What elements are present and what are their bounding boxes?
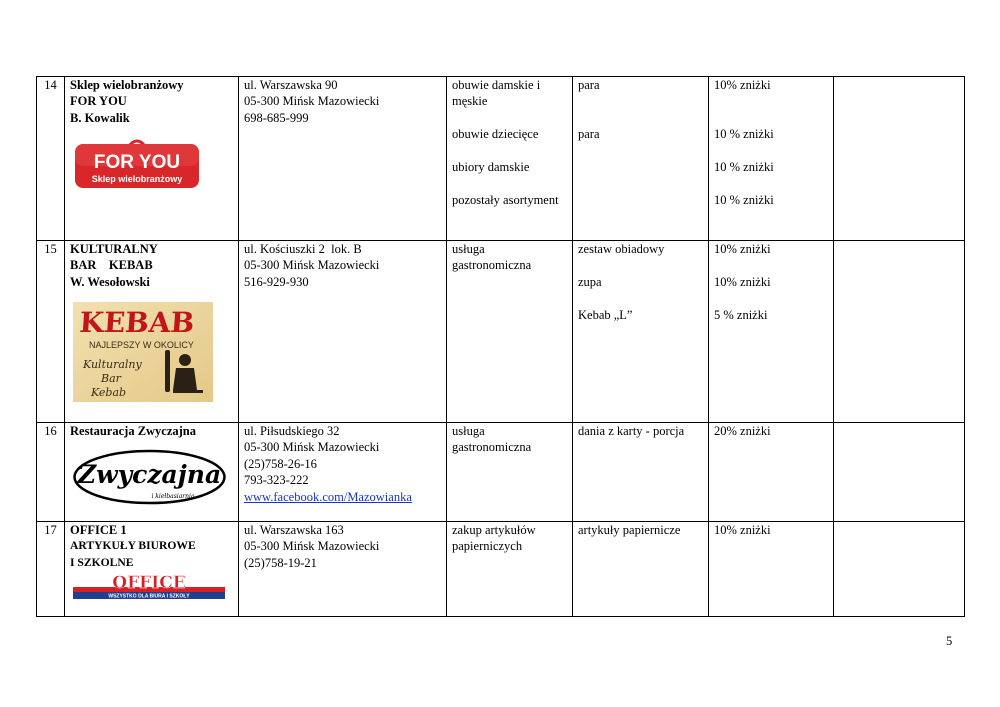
address-line: 05-300 Mińsk Mazowiecki: [244, 539, 380, 554]
unit-item: zestaw obiadowy: [578, 242, 665, 256]
notes-cell: [834, 77, 965, 241]
table-row: [37, 423, 965, 522]
row-number: 14: [37, 77, 65, 241]
business-name-line: Restauracja Zwyczajna: [70, 424, 197, 438]
business-name-line: B. Kowalik: [70, 110, 130, 125]
address-cell: [239, 241, 447, 423]
category-cell: [447, 241, 573, 423]
business-name-line: FOR YOU: [70, 94, 127, 109]
business-name-cell: [65, 77, 239, 241]
table-row: [37, 522, 965, 617]
address-cell: [239, 77, 447, 241]
notes-cell: [834, 241, 965, 423]
address-line: 05-300 Mińsk Mazowiecki: [244, 258, 380, 273]
category-item: gastronomiczna: [452, 440, 532, 455]
unit-cell: [573, 522, 709, 617]
phone-number: (25)758-19-21: [244, 555, 317, 570]
business-name-cell: [65, 423, 239, 522]
notes-cell: [834, 423, 965, 522]
business-name-line: KULTURALNY: [70, 242, 158, 256]
category-item: pozostały asortyment: [452, 192, 559, 207]
category-item: ubiory damskie: [452, 160, 530, 174]
discount-value: 10% zniżki: [714, 78, 771, 92]
zwyczajna-logo: [73, 449, 226, 505]
table-row: [37, 77, 965, 241]
category-item: papierniczych: [452, 539, 523, 554]
discount-value: 20% zniżki: [714, 424, 771, 438]
phone-number: (25)758-26-16: [244, 456, 317, 471]
for-you-logo: [73, 138, 201, 190]
business-name-line: OFFICE 1: [70, 523, 127, 537]
phone-number: 516-929-930: [244, 274, 309, 289]
discount-value: 10 % zniżki: [714, 159, 774, 174]
office-logo-subtext: WSZYSTKO DLA BIURA I SZKOŁY: [108, 593, 190, 600]
category-item: usługa: [452, 242, 485, 256]
unit-item: zupa: [578, 274, 602, 289]
business-name-line: I SZKOLNE: [70, 555, 134, 569]
unit-item: Kebab „L”: [578, 307, 633, 322]
address-line: 05-300 Mińsk Mazowiecki: [244, 440, 380, 455]
row-number: 17: [37, 522, 65, 617]
unit-cell: [573, 423, 709, 522]
unit-item: para: [578, 127, 600, 142]
category-item: obuwie damskie i męskie: [452, 78, 541, 109]
address-line: ul. Kościuszki 2 lok. B: [244, 242, 362, 256]
for-you-logo-text: FOR YOU: [93, 152, 181, 174]
phone-number: 793-323-222: [244, 473, 309, 488]
address-line: ul. Warszawska 90: [244, 78, 338, 92]
kebab-logo-subtext: NAJLEPSZY W OKOLICY: [89, 340, 194, 351]
category-item: zakup artykułów: [452, 523, 536, 537]
category-cell: [447, 423, 573, 522]
discount-cell: [709, 423, 834, 522]
office-logo: [73, 573, 225, 599]
notes-cell: [834, 522, 965, 617]
category-item: usługa: [452, 424, 485, 438]
facebook-link[interactable]: www.facebook.com/Mazowianka: [244, 489, 412, 504]
unit-item: para: [578, 78, 600, 92]
business-name-line: Sklep wielobranżowy: [70, 78, 184, 92]
address-cell: [239, 522, 447, 617]
discount-cell: [709, 77, 834, 241]
for-you-logo-subtext: Sklep wielobranżowy: [91, 174, 183, 185]
row-number: 15: [37, 241, 65, 423]
unit-cell: [573, 241, 709, 423]
svg-text:Kulturalny: Kulturalny: [83, 358, 142, 372]
svg-text:Bar: Bar: [101, 372, 121, 386]
address-cell: [239, 423, 447, 522]
business-name-line: W. Wesołowski: [70, 274, 150, 289]
business-name-cell: [65, 241, 239, 423]
discount-value: 5 % zniżki: [714, 307, 768, 322]
category-item: obuwie dziecięce: [452, 127, 539, 142]
unit-cell: [573, 77, 709, 241]
business-name-cell: [65, 522, 239, 617]
address-line: 05-300 Mińsk Mazowiecki: [244, 94, 380, 109]
row-number: 16: [37, 423, 65, 522]
category-item: gastronomiczna: [452, 258, 532, 273]
unit-item: artykuły papiernicze: [578, 523, 681, 537]
table-row: [37, 241, 965, 423]
discount-value: 10 % zniżki: [714, 192, 774, 207]
zwyczajna-logo-subtext: i kiełbasiarnia: [151, 493, 195, 501]
discount-value: 10% zniżki: [714, 242, 771, 256]
kebab-logo: [73, 302, 213, 402]
category-cell: [447, 77, 573, 241]
business-name-line: ARTYKUŁY BIUROWE: [70, 539, 196, 553]
discount-value: 10 % zniżki: [714, 127, 774, 142]
address-line: ul. Piłsudskiego 32: [244, 424, 340, 438]
discount-value: 10% zniżki: [714, 274, 771, 289]
zwyczajna-logo-text: Zwyczajna: [77, 460, 222, 490]
discount-table: [36, 76, 965, 617]
discount-cell: [709, 522, 834, 617]
address-line: ul. Warszawska 163: [244, 523, 344, 537]
svg-text:Kebab: Kebab: [91, 386, 127, 400]
office-logo-text: OFFICE: [112, 573, 186, 594]
kebab-logo-text: KEBAB: [78, 306, 196, 340]
discount-value: 10% zniżki: [714, 523, 771, 537]
category-cell: [447, 522, 573, 617]
phone-number: 698-685-999: [244, 110, 309, 125]
business-name-line: BAR KEBAB: [70, 258, 153, 273]
unit-item: dania z karty - porcja: [578, 424, 685, 438]
page-number: 5: [946, 634, 953, 648]
discount-cell: [709, 241, 834, 423]
